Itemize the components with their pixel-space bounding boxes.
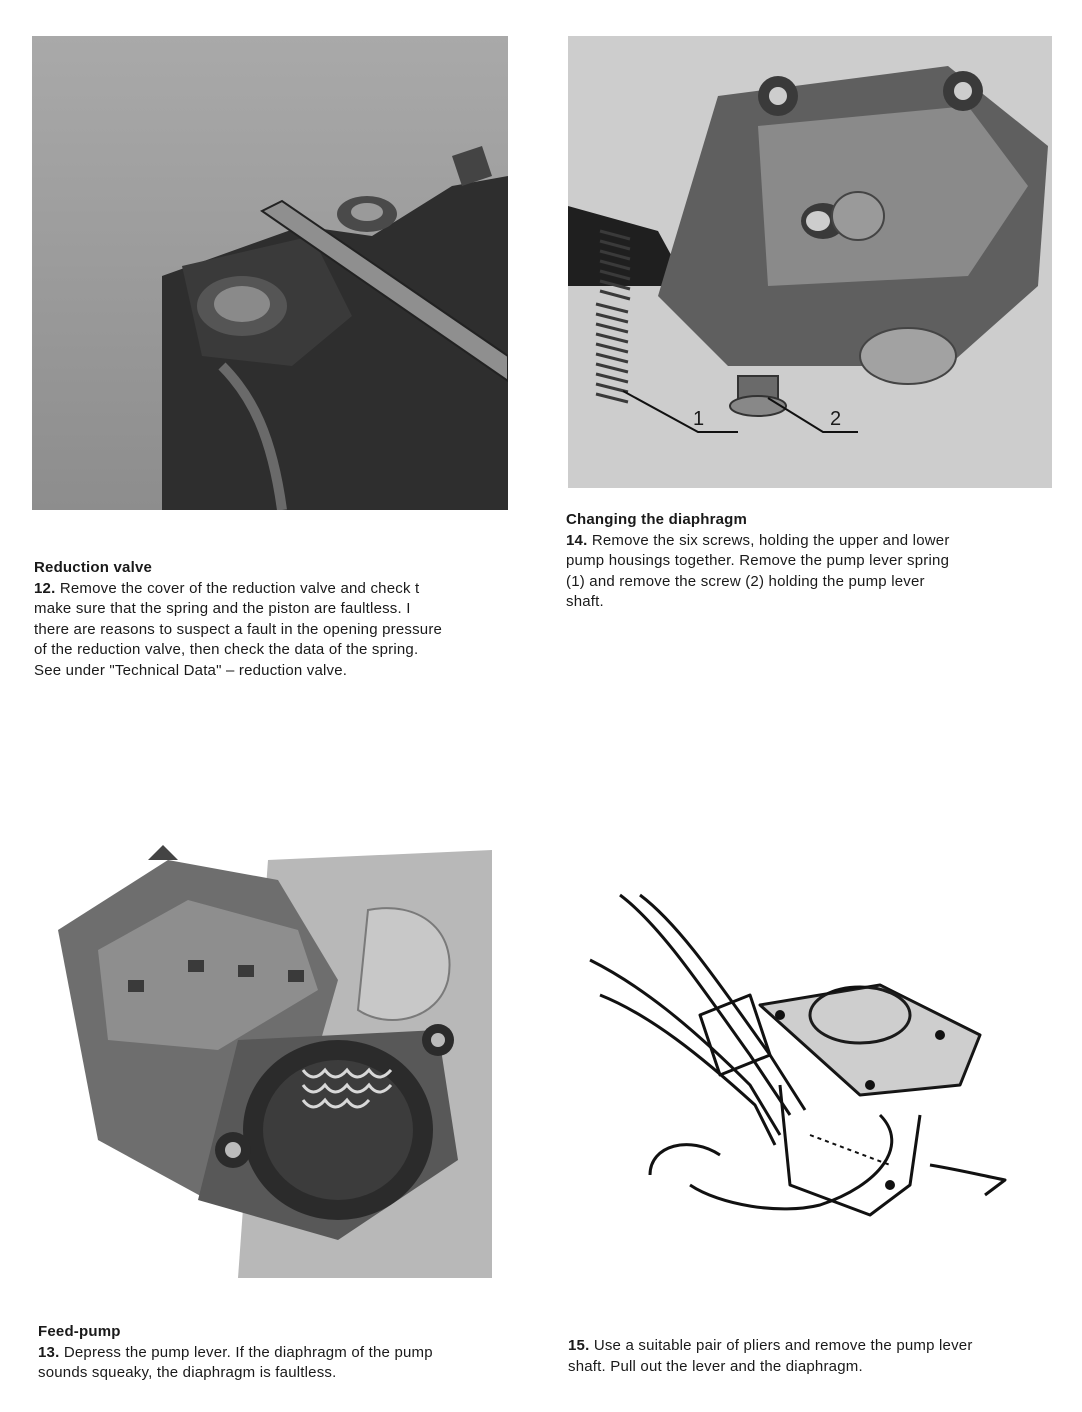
callout-2: 2 bbox=[830, 408, 842, 430]
feed-pump-caption bbox=[38, 1322, 508, 1384]
feed-pump-line-2: sounds squeaky, the diaphragm is faultless. bbox=[38, 1364, 337, 1381]
changing-diaphragm-line-1 bbox=[566, 531, 1050, 552]
pliers-line-2: shaft. Pull out the lever and the diaphragm. bbox=[568, 1357, 863, 1375]
reduction-valve-photo bbox=[32, 36, 508, 510]
pump-housing-photo bbox=[568, 36, 1052, 488]
reduction-valve-line-1 bbox=[34, 579, 518, 600]
changing-diaphragm-line-2: pump housings together. Remove the pump lever spring bbox=[566, 552, 950, 569]
reduction-valve-text-1: Remove the cover of the reduction valve and check t bbox=[59, 579, 420, 597]
reduction-valve-line-3: there are reasons to suspect a fault in the opening pressure bbox=[34, 620, 443, 638]
changing-diaphragm-text-1: Remove the six screws, holding the upper and lower bbox=[591, 531, 950, 549]
feed-pump-line-1 bbox=[38, 1343, 508, 1364]
pliers-line-1 bbox=[568, 1336, 1058, 1357]
changing-diaphragm-line-3: (1) and remove the screw (2) holding the pump lever bbox=[566, 572, 925, 590]
feed-pump-text-1: Depress the pump lever. If the diaphragm of the pump bbox=[63, 1343, 433, 1361]
reduction-valve-line-2: make sure that the spring and the piston are faultless. I bbox=[34, 600, 411, 617]
reduction-valve-heading: Reduction valve bbox=[34, 559, 153, 576]
pliers-drawing bbox=[580, 885, 1010, 1251]
feed-pump-heading: Feed-pump bbox=[38, 1323, 121, 1340]
step-number-12: 12. bbox=[34, 579, 56, 597]
reduction-valve-line-5: See under "Technical Data" – reduction valve. bbox=[34, 661, 348, 679]
reduction-valve-caption bbox=[34, 558, 518, 681]
step-number-13: 13. bbox=[38, 1343, 60, 1361]
reduction-valve-line-4: of the reduction valve, then check the data of the spring. bbox=[34, 641, 419, 658]
feed-pump-photo bbox=[38, 840, 492, 1278]
callout-1: 1 bbox=[693, 408, 705, 430]
pliers-caption bbox=[568, 1336, 1058, 1377]
step-number-14: 14. bbox=[566, 531, 588, 549]
changing-diaphragm-line-4: shaft. bbox=[566, 593, 604, 610]
step-number-15: 15. bbox=[568, 1337, 590, 1354]
pliers-text-1: Use a suitable pair of pliers and remove the pump lever bbox=[593, 1337, 973, 1354]
changing-diaphragm-caption bbox=[566, 510, 1050, 613]
changing-diaphragm-heading: Changing the diaphragm bbox=[566, 511, 748, 528]
